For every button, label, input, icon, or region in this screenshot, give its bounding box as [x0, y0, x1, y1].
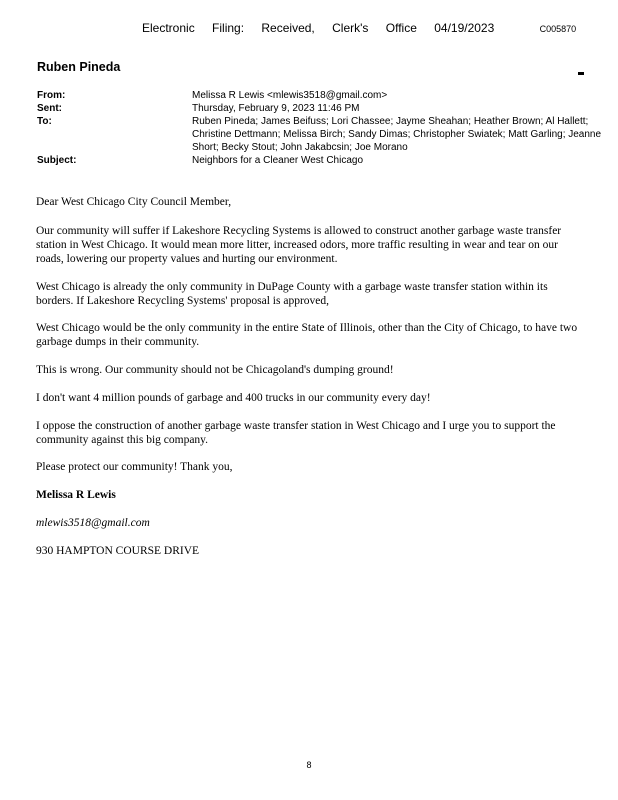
from-value: Melissa R Lewis <mlewis3518@gmail.com>	[192, 90, 388, 101]
sent-value: Thursday, February 9, 2023 11:46 PM	[192, 103, 360, 114]
paragraph-5: I don't want 4 million pounds of garbage and 400 trucks in our community every day!	[36, 392, 431, 404]
signature-email: mlewis3518@gmail.com	[36, 517, 150, 529]
from-label: From:	[37, 90, 66, 101]
subject-value: Neighbors for a Cleaner West Chicago	[192, 155, 364, 166]
signature-address: 930 HAMPTON COURSE DRIVE	[36, 545, 200, 557]
stamp-word: Filing:	[212, 21, 245, 35]
stamp-word: Received,	[261, 21, 315, 35]
filing-stamp	[142, 21, 590, 35]
subject-label: Subject:	[37, 155, 77, 166]
paragraph-1: Our community will suffer if Lakeshore Recycling Systems is allowed to construct another garbage waste transfer station in West Chicago. It would mean more litter, increased odors, more traffic resulting in wear and tear on our roads, lowering our property values and hurting our environment.	[36, 225, 562, 265]
paragraph-6: I oppose the construction of another garbage waste transfer station in West Chicago and I urge you to support the community against this big company.	[36, 420, 556, 446]
paragraph-7: Please protect our community! Thank you,	[36, 461, 233, 473]
stamp-word: Office	[385, 21, 417, 35]
paragraph-3: West Chicago would be the only community in the entire State of Illinois, other than the City of Chicago, to have two garbage dumps in their community.	[36, 322, 578, 348]
page-number: 8	[306, 760, 312, 770]
signature-name: Melissa R Lewis	[36, 489, 116, 501]
stamp-code: C005870	[539, 24, 577, 34]
paragraph-4: This is wrong. Our community should not be Chicagoland's dumping ground!	[36, 364, 394, 376]
margin-mark	[578, 72, 584, 75]
to-label: To:	[37, 116, 52, 127]
stamp-word: Electronic	[142, 21, 195, 35]
paragraph-2: West Chicago is already the only community in DuPage County with a garbage waste transfer station within its borders. If Lakeshore Recycling Systems' proposal is approved,	[36, 281, 548, 307]
to-value: Ruben Pineda; James Beifuss; Lori Chassee; Jayme Sheahan; Heather Brown; Al Hallett; Christine Dettmann; Melissa Birch; Sandy Dimas; Christopher Swiatek; Matt Garling; Jeanne Short; Becky Stout; John Jakabcsin; Joe Morano	[192, 116, 602, 153]
sent-label: Sent:	[37, 103, 62, 114]
stamp-word: Clerk's	[332, 21, 369, 35]
sender-name: Ruben Pineda	[37, 60, 121, 74]
salutation: Dear West Chicago City Council Member,	[36, 196, 232, 208]
stamp-date: 04/19/2023	[434, 21, 495, 35]
